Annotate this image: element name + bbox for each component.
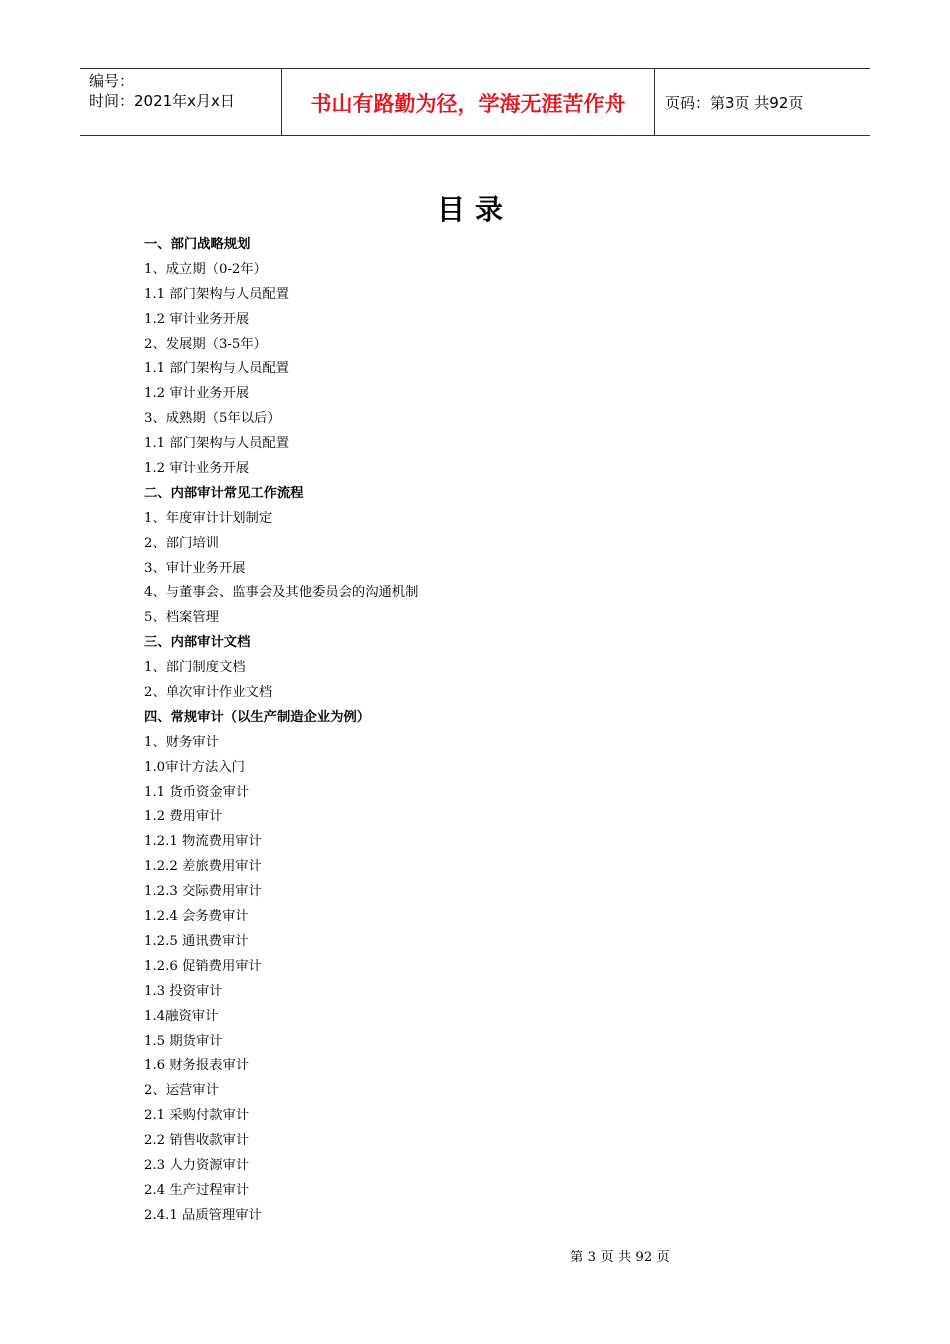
toc-entry[interactable]: 1.1 部门架构与人员配置 [144,286,290,302]
toc-entry[interactable]: 2.2 销售收款审计 [144,1133,250,1149]
toc-section-heading[interactable]: 四、常规审计（以生产制造企业为例） [144,709,371,725]
toc-entry[interactable]: 1.1 部门架构与人员配置 [144,361,290,377]
toc-entry[interactable]: 2、发展期（3-5年） [144,336,267,352]
toc-entry[interactable]: 1.2.1 物流费用审计 [144,834,262,850]
page-header [80,68,870,136]
toc-entry[interactable]: 1.2.4 会务费审计 [144,909,249,925]
toc-entry[interactable]: 1.1 部门架构与人员配置 [144,436,290,452]
toc-entry[interactable]: 2、单次审计作业文档 [144,685,273,701]
toc-entry[interactable]: 1.5 期货审计 [144,1033,223,1049]
toc-entry[interactable]: 2.1 采购付款审计 [144,1108,250,1124]
toc-entry[interactable]: 2.4 生产过程审计 [144,1182,250,1198]
toc-entry[interactable]: 2、部门培训 [144,535,219,551]
toc-section-heading[interactable]: 三、内部审计文档 [144,635,251,651]
page-footer [0,1246,950,1265]
number-label: 编号： [89,72,135,90]
toc-entry[interactable]: 2.4.1 品质管理审计 [144,1207,262,1223]
toc-entry[interactable]: 5、档案管理 [144,610,219,626]
footer-page-number: 第 3 页 共 92 页 [570,1250,670,1265]
toc-list [144,233,418,1229]
header-motto-cell [282,69,655,135]
toc-entry[interactable]: 1.6 财务报表审计 [144,1058,250,1074]
toc-entry[interactable]: 2.3 人力资源审计 [144,1157,250,1173]
toc-entry[interactable]: 3、审计业务开展 [144,560,246,576]
toc-entry[interactable]: 1、年度审计计划制定 [144,510,273,526]
toc-entry[interactable]: 1.3 投资审计 [144,983,223,999]
motto-text: 书山有路勤为径，学海无涯苦作舟 [310,92,626,116]
toc-entry[interactable]: 1.2.6 促销费用审计 [144,958,262,974]
header-page-cell [655,69,870,135]
toc-entry[interactable]: 3、成熟期（5年以后） [144,411,281,427]
toc-title: 目录 [436,193,513,226]
toc-entry[interactable]: 4、与董事会、监事会及其他委员会的沟通机制 [144,585,419,601]
toc-entry[interactable]: 1.2 费用审计 [144,809,223,825]
toc-entry[interactable]: 1.2.2 差旅费用审计 [144,859,262,875]
toc-entry[interactable]: 1.2 审计业务开展 [144,311,250,327]
toc-entry[interactable]: 2、运营审计 [144,1083,219,1099]
toc-entry[interactable]: 1.2.3 交际费用审计 [144,884,262,900]
toc-entry[interactable]: 1.2 审计业务开展 [144,461,250,477]
time-label: 时间：2021年x月x日 [89,92,235,110]
toc-entry[interactable]: 1、部门制度文档 [144,660,246,676]
toc-section-heading[interactable]: 二、内部审计常见工作流程 [144,485,304,501]
page-label: 页码：第3页 共92页 [665,93,804,112]
toc-entry[interactable]: 1.2 审计业务开展 [144,386,250,402]
header-meta-cell [80,69,282,135]
toc-section-heading[interactable]: 一、部门战略规划 [144,237,251,252]
toc-entry[interactable]: 1、财务审计 [144,734,219,750]
toc-entry[interactable]: 1、成立期（0-2年） [144,261,267,277]
toc-entry[interactable]: 1.4融资审计 [144,1008,219,1024]
toc-entry[interactable]: 1.1 货币资金审计 [144,784,250,800]
toc-entry[interactable]: 1.2.5 通讯费审计 [144,933,249,949]
toc-entry[interactable]: 1.0审计方法入门 [144,759,245,775]
